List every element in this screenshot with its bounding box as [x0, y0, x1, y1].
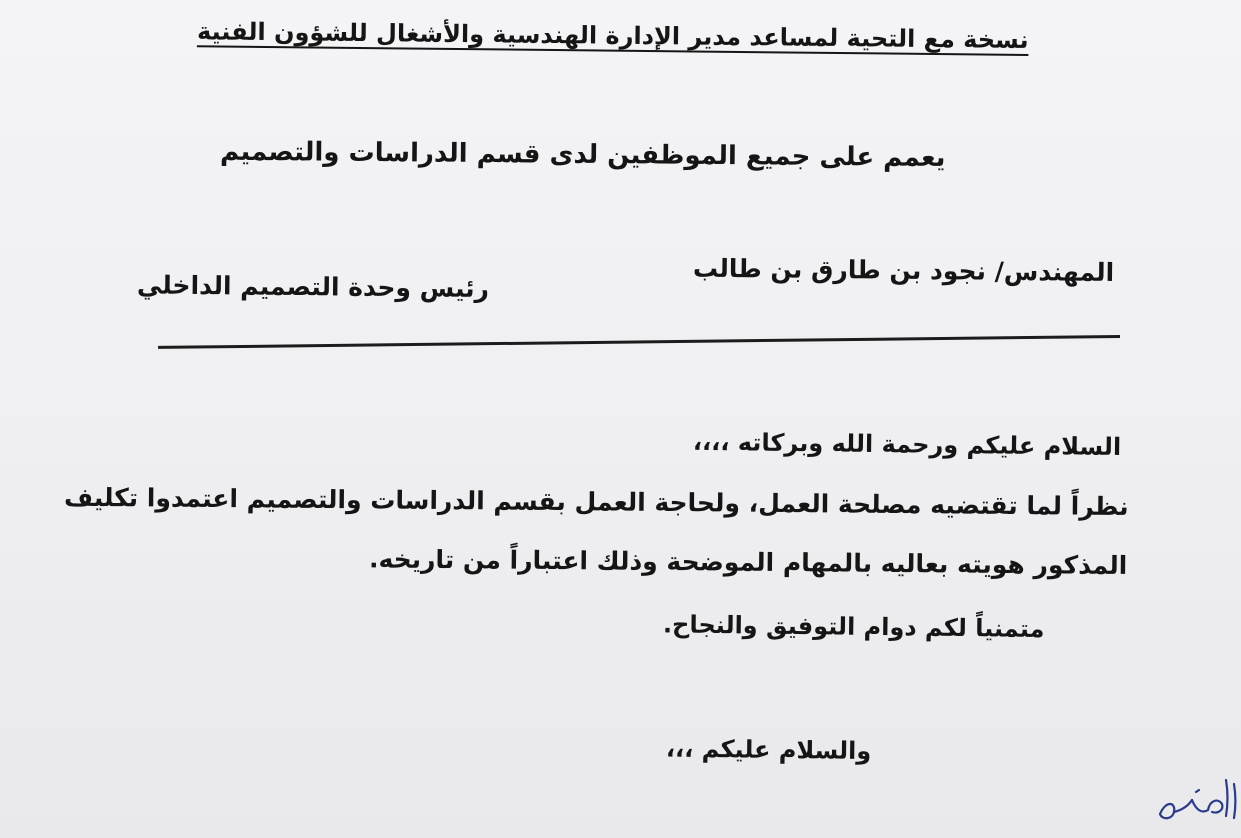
recipient-name: المهندس/ نجود بن طارق بن طالب	[692, 253, 1115, 287]
circular-line: يعمم على جميع الموظفين لدى قسم الدراسات والتصميم	[219, 136, 946, 173]
handwritten-signature	[1152, 770, 1241, 830]
wishes-line: متمنياً لكم دوام التوفيق والنجاح.	[663, 610, 1046, 643]
body-line-1: نظراً لما تقتضيه مصلحة العمل، ولحاجة العمل بقسم الدراسات والتصميم اعتمدوا تكليف	[64, 482, 1130, 521]
closing-line: والسلام عليكم ،،،	[665, 734, 872, 765]
cc-line: نسخة مع التحية لمساعد مدير الإدارة الهندسية والأشغال للشؤون الفنية	[197, 17, 1030, 54]
recipient-title: رئيس وحدة التصميم الداخلي	[136, 270, 490, 303]
greeting: السلام عليكم ورحمة الله وبركاته ،،،،	[692, 427, 1122, 461]
divider-rule	[158, 335, 1120, 349]
body-line-2: المذكور هويته بعاليه بالمهام الموضحة وذلك اعتباراً من تاريخه.	[368, 544, 1128, 580]
